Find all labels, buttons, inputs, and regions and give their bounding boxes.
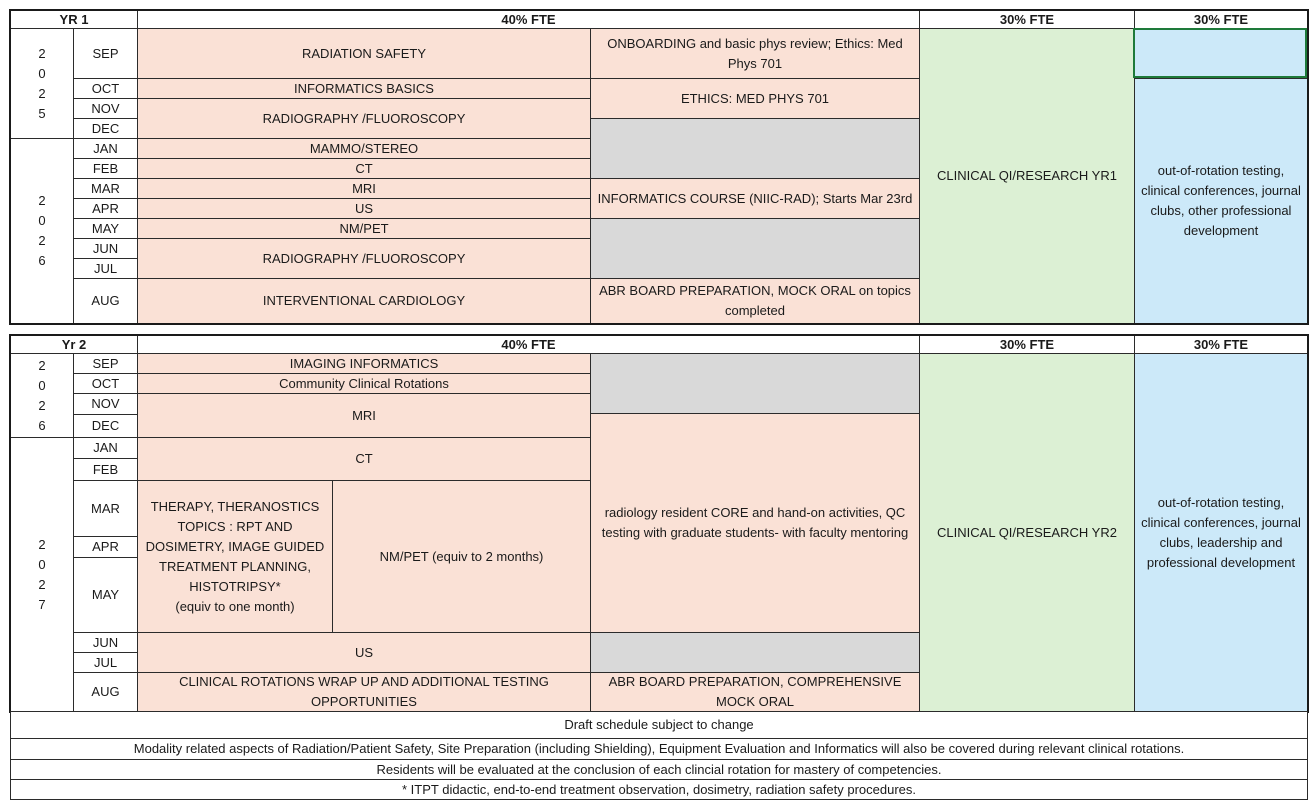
yr2-month-jul: JUL (73, 652, 138, 673)
yr1-month-apr: APR (73, 198, 138, 219)
yr2-rotation-us: US (137, 632, 591, 673)
yr2-month-feb: FEB (73, 458, 138, 481)
yr2-rotation-imaging-informatics: IMAGING INFORMATICS (137, 353, 591, 374)
yr2-year-2027: 2 0 2 7 (10, 437, 74, 712)
yr2-gap-2 (590, 632, 920, 673)
yr1-month-may: MAY (73, 218, 138, 239)
yr1-year-2026: 2 0 2 6 (10, 138, 74, 324)
yr1-rotation-mammo: MAMMO/STEREO (137, 138, 591, 159)
yr1-month-dec: DEC (73, 118, 138, 139)
note-draft: Draft schedule subject to change (10, 711, 1308, 739)
yr1-rotation-informatics-basics: INFORMATICS BASICS (137, 78, 591, 99)
yr1-rotation-radiography-2: RADIOGRAPHY /FLUOROSCOPY (137, 238, 591, 279)
yr1-header-label: YR 1 (10, 10, 138, 29)
yr2-month-apr: APR (73, 536, 138, 558)
yr1-other-top-cell[interactable] (1134, 28, 1308, 79)
yr2-rotation-ct: CT (137, 437, 591, 481)
yr1-year-2025: 2 0 2 5 (10, 28, 74, 139)
yr1-month-sep: SEP (73, 28, 138, 79)
yr1-month-jan: JAN (73, 138, 138, 159)
yr1-rotation-radiation-safety: RADIATION SAFETY (137, 28, 591, 79)
yr1-clinical-qi-research: CLINICAL QI/RESEARCH YR1 (919, 28, 1135, 324)
yr2-course-core: radiology resident CORE and hand-on activities, QC testing with graduate students- with faculty mentoring (590, 413, 920, 633)
yr1-header-30fte-other: 30% FTE (1134, 10, 1308, 29)
yr1-course-informatics: INFORMATICS COURSE (NIIC-RAD); Starts Mar 23rd (590, 178, 920, 219)
yr2-year-2026: 2 0 2 6 (10, 353, 74, 438)
yr1-month-aug: AUG (73, 278, 138, 324)
yr2-month-jan: JAN (73, 437, 138, 459)
yr2-month-jun: JUN (73, 632, 138, 653)
yr1-gap-1 (590, 118, 920, 179)
yr2-month-aug: AUG (73, 672, 138, 712)
yr1-rotation-interventional-cardiology: INTERVENTIONAL CARDIOLOGY (137, 278, 591, 324)
yr1-month-oct: OCT (73, 78, 138, 99)
yr1-other-activities: out-of-rotation testing, clinical conferences, journal clubs, other professional development (1134, 78, 1308, 324)
yr1-rotation-nmpet: NM/PET (137, 218, 591, 239)
yr2-month-sep: SEP (73, 353, 138, 374)
yr2-header-30fte-other: 30% FTE (1134, 335, 1308, 354)
note-modality: Modality related aspects of Radiation/Patient Safety, Site Preparation (including Shielding), Equipment Evaluation and Informatics will also be covered during relevant clinical rotations. (10, 738, 1308, 760)
yr2-rotation-therapy: THERAPY, THERANOSTICS TOPICS : RPT AND DOSIMETRY, IMAGE GUIDED TREATMENT PLANNING, HISTOTRIPSY* (equiv to one month) (137, 480, 333, 633)
yr2-rotation-community-clinical: Community Clinical Rotations (137, 373, 591, 394)
yr1-gap-2 (590, 218, 920, 279)
yr2-rotation-nmpet: NM/PET (equiv to 2 months) (332, 480, 591, 633)
yr2-gap-1 (590, 353, 920, 414)
yr1-course-ethics: ETHICS: MED PHYS 701 (590, 78, 920, 119)
yr2-other-activities: out-of-rotation testing, clinical conferences, journal clubs, leadership and professional development (1134, 353, 1308, 712)
yr2-month-nov: NOV (73, 393, 138, 415)
yr2-rotation-mri: MRI (137, 393, 591, 438)
yr1-rotation-mri: MRI (137, 178, 591, 199)
yr2-header-30fte-clinical: 30% FTE (919, 335, 1135, 354)
yr2-rotation-wrap-up: CLINICAL ROTATIONS WRAP UP AND ADDITIONAL TESTING OPPORTUNITIES (137, 672, 591, 712)
note-evaluation: Residents will be evaluated at the conclusion of each clincial rotation for mastery of competencies. (10, 759, 1308, 780)
yr1-month-nov: NOV (73, 98, 138, 119)
yr1-rotation-ct: CT (137, 158, 591, 179)
yr1-course-onboarding: ONBOARDING and basic phys review; Ethics: Med Phys 701 (590, 28, 920, 79)
yr1-month-jun: JUN (73, 238, 138, 259)
yr2-month-mar: MAR (73, 480, 138, 537)
note-itpt: * ITPT didactic, end-to-end treatment observation, dosimetry, radiation safety procedures. (10, 779, 1308, 800)
yr1-rotation-radiography-1: RADIOGRAPHY /FLUOROSCOPY (137, 98, 591, 139)
yr2-month-dec: DEC (73, 414, 138, 438)
yr2-course-abr-prep: ABR BOARD PREPARATION, COMPREHENSIVE MOCK ORAL (590, 672, 920, 712)
yr1-course-abr-prep: ABR BOARD PREPARATION, MOCK ORAL on topics completed (590, 278, 920, 324)
yr2-clinical-qi-research: CLINICAL QI/RESEARCH YR2 (919, 353, 1135, 712)
yr1-month-mar: MAR (73, 178, 138, 199)
yr2-header-label: Yr 2 (10, 335, 138, 354)
yr2-header-40fte: 40% FTE (137, 335, 920, 354)
yr2-month-may: MAY (73, 557, 138, 633)
yr1-month-feb: FEB (73, 158, 138, 179)
yr2-month-oct: OCT (73, 373, 138, 394)
yr1-rotation-us: US (137, 198, 591, 219)
yr1-header-30fte-clinical: 30% FTE (919, 10, 1135, 29)
yr1-month-jul: JUL (73, 258, 138, 279)
yr1-header-40fte: 40% FTE (137, 10, 920, 29)
